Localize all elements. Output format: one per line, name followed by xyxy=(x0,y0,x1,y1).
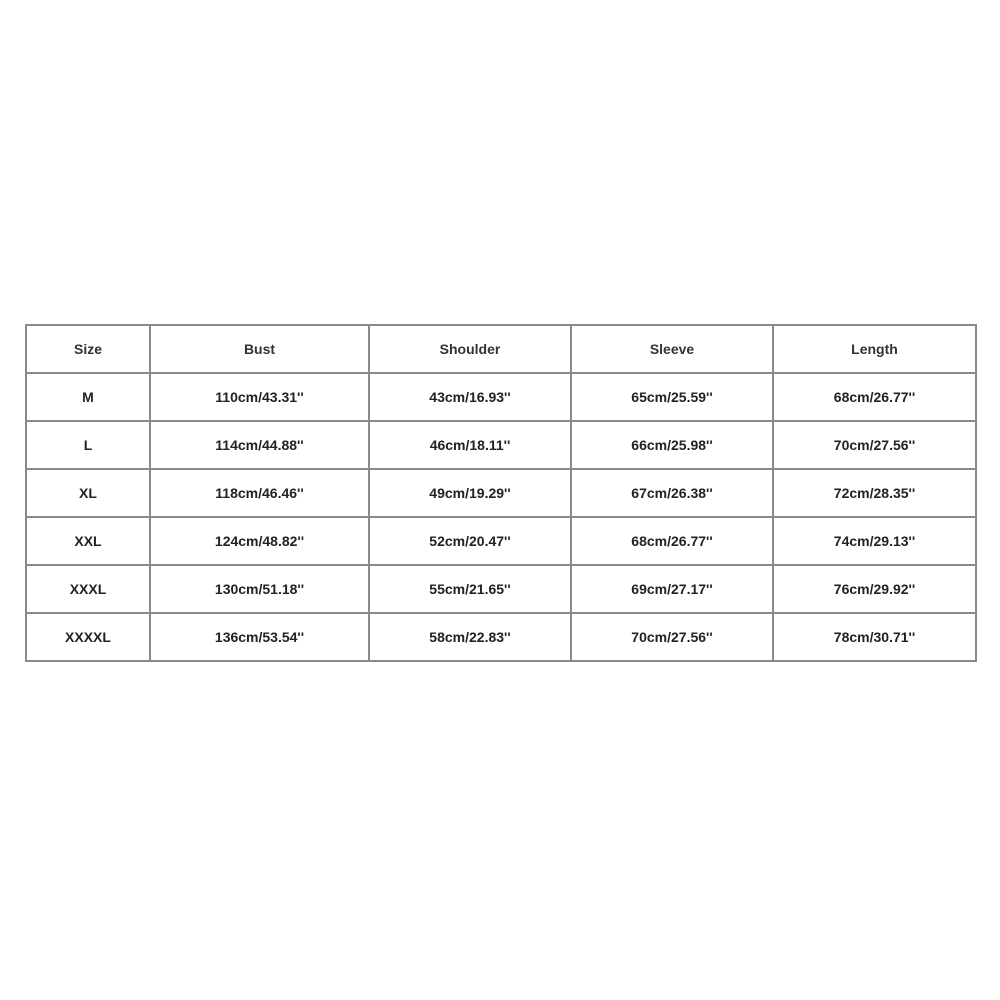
length-cell: 78cm/30.71'' xyxy=(773,613,976,661)
sleeve-cell: 66cm/25.98'' xyxy=(571,421,773,469)
table-row xyxy=(26,517,976,565)
bust-cell: 136cm/53.54'' xyxy=(150,613,369,661)
length-cell: 76cm/29.92'' xyxy=(773,565,976,613)
bust-cell: 110cm/43.31'' xyxy=(150,373,369,421)
size-cell: M xyxy=(26,373,150,421)
bust-cell: 124cm/48.82'' xyxy=(150,517,369,565)
shoulder-cell: 52cm/20.47'' xyxy=(369,517,571,565)
header-sleeve: Sleeve xyxy=(571,325,773,373)
bust-cell: 130cm/51.18'' xyxy=(150,565,369,613)
size-cell: XXL xyxy=(26,517,150,565)
size-chart-table xyxy=(25,324,977,662)
header-size: Size xyxy=(26,325,150,373)
length-cell: 72cm/28.35'' xyxy=(773,469,976,517)
header-row xyxy=(26,325,976,373)
shoulder-cell: 43cm/16.93'' xyxy=(369,373,571,421)
table-row xyxy=(26,373,976,421)
sleeve-cell: 70cm/27.56'' xyxy=(571,613,773,661)
sleeve-cell: 69cm/27.17'' xyxy=(571,565,773,613)
bust-cell: 118cm/46.46'' xyxy=(150,469,369,517)
table-row xyxy=(26,565,976,613)
length-cell: 70cm/27.56'' xyxy=(773,421,976,469)
header-bust: Bust xyxy=(150,325,369,373)
sleeve-cell: 67cm/26.38'' xyxy=(571,469,773,517)
header-length: Length xyxy=(773,325,976,373)
length-cell: 74cm/29.13'' xyxy=(773,517,976,565)
header-shoulder: Shoulder xyxy=(369,325,571,373)
table-row xyxy=(26,421,976,469)
shoulder-cell: 49cm/19.29'' xyxy=(369,469,571,517)
shoulder-cell: 46cm/18.11'' xyxy=(369,421,571,469)
sleeve-cell: 65cm/25.59'' xyxy=(571,373,773,421)
size-cell: XXXXL xyxy=(26,613,150,661)
shoulder-cell: 58cm/22.83'' xyxy=(369,613,571,661)
shoulder-cell: 55cm/21.65'' xyxy=(369,565,571,613)
sleeve-cell: 68cm/26.77'' xyxy=(571,517,773,565)
table-row xyxy=(26,613,976,661)
size-cell: XL xyxy=(26,469,150,517)
bust-cell: 114cm/44.88'' xyxy=(150,421,369,469)
table-row xyxy=(26,469,976,517)
size-cell: L xyxy=(26,421,150,469)
size-cell: XXXL xyxy=(26,565,150,613)
length-cell: 68cm/26.77'' xyxy=(773,373,976,421)
